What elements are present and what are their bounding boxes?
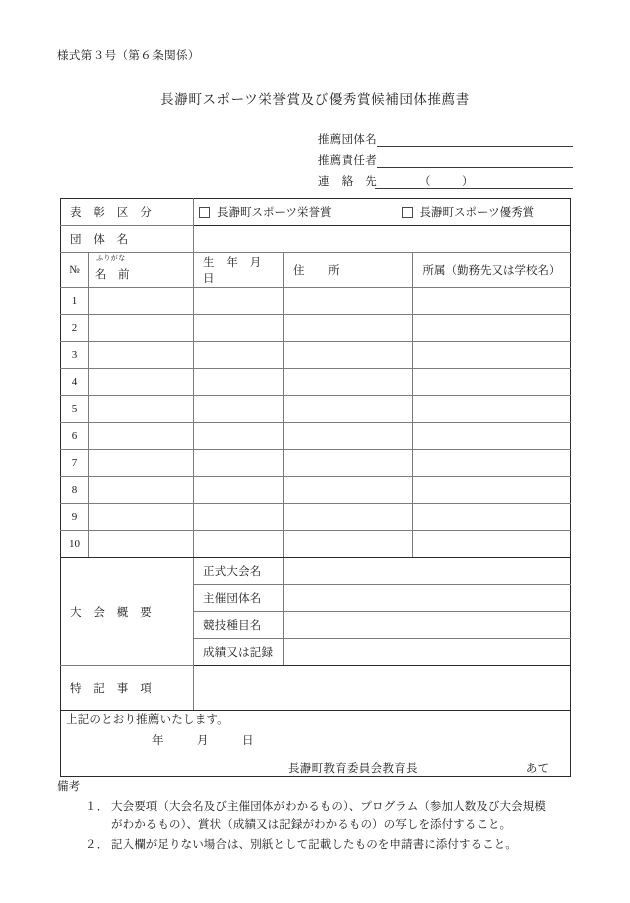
closing-cell — [61, 711, 571, 777]
member-row-name[interactable] — [89, 396, 194, 423]
member-row-affiliation[interactable] — [413, 423, 571, 450]
member-row-affiliation[interactable] — [413, 396, 571, 423]
closing-statement: 上記のとおり推薦いたします。 — [66, 714, 229, 726]
award-option-yushu-label: 長瀞町スポーツ優秀賞 — [419, 207, 535, 219]
table-row — [61, 315, 571, 342]
table-row — [61, 450, 571, 477]
closing-date-line[interactable] — [66, 732, 565, 748]
competition-sublabel-organizer-cell — [194, 585, 284, 612]
member-row-address[interactable] — [284, 315, 413, 342]
competition-label: 大 会 概 要 — [70, 606, 152, 619]
group-name-input[interactable] — [194, 226, 571, 253]
remarks-input[interactable] — [194, 666, 571, 711]
table-row — [61, 531, 571, 558]
member-row-number: 9 — [61, 504, 89, 531]
member-row-number: 6 — [61, 423, 89, 450]
member-row-name[interactable] — [89, 288, 194, 315]
member-row-birthdate[interactable] — [194, 423, 284, 450]
closing-addressee-line — [66, 760, 565, 776]
checkbox-icon[interactable] — [199, 207, 210, 218]
group-name-label: 団 体 名 — [70, 234, 129, 246]
member-row-number: 8 — [61, 477, 89, 504]
list-item — [57, 798, 577, 835]
member-header-address: 住 所 — [293, 265, 340, 277]
member-row-name[interactable] — [89, 531, 194, 558]
closing-year-label: 年 — [152, 735, 164, 747]
list-item — [57, 836, 577, 855]
member-row-birthdate[interactable] — [194, 477, 284, 504]
table-row — [61, 423, 571, 450]
member-row-address[interactable] — [284, 477, 413, 504]
member-row-number: 7 — [61, 450, 89, 477]
member-row-number: 3 — [61, 342, 89, 369]
closing-month-label: 月 — [197, 735, 209, 747]
recommender-responsible-input[interactable] — [377, 153, 573, 168]
member-header-birthdate: 生 年 月 日 — [203, 257, 274, 285]
member-row-affiliation[interactable] — [413, 477, 571, 504]
award-option-yushu[interactable] — [402, 204, 535, 220]
note-text-line1: 記入欄が足りない場合は、別紙として記載したものを申請書に添付すること。 — [111, 838, 517, 851]
table-row — [61, 477, 571, 504]
member-row-birthdate[interactable] — [194, 531, 284, 558]
member-header-address-cell — [284, 253, 413, 288]
recommender-responsible-label: 推薦責任者 — [318, 155, 377, 167]
member-row-address[interactable] — [284, 504, 413, 531]
furigana-label: ふりがな — [96, 254, 126, 262]
member-row-name[interactable] — [89, 369, 194, 396]
recommendation-table — [60, 198, 571, 777]
member-row-affiliation[interactable] — [413, 315, 571, 342]
member-row-number: 4 — [61, 369, 89, 396]
competition-value-result[interactable] — [284, 639, 571, 666]
member-row-name[interactable] — [89, 423, 194, 450]
member-row-name[interactable] — [89, 504, 194, 531]
note-text-line1: 大会要項（大会名及び主催団体がわかるもの）、プログラム（参加人数及び大会規模 — [111, 800, 546, 813]
closing-addressee-suffix: あて — [525, 763, 550, 775]
recommender-organization-label: 推薦団体名 — [318, 134, 377, 146]
award-option-eiyo[interactable] — [199, 204, 332, 220]
member-row-birthdate[interactable] — [194, 450, 284, 477]
member-row-birthdate[interactable] — [194, 369, 284, 396]
group-name-label-cell — [61, 226, 194, 253]
competition-sublabel-event-cell — [194, 612, 284, 639]
form-number: 様式第３号（第６条関係） — [57, 50, 200, 62]
member-row-birthdate[interactable] — [194, 315, 284, 342]
closing-row — [61, 711, 571, 777]
table-row — [61, 342, 571, 369]
recommender-block — [318, 126, 573, 189]
competition-label-cell — [61, 558, 194, 666]
member-row-birthdate[interactable] — [194, 396, 284, 423]
table-row — [61, 369, 571, 396]
member-row-address[interactable] — [284, 450, 413, 477]
member-row-name[interactable] — [89, 477, 194, 504]
competition-row-official-name — [61, 558, 571, 585]
note-number: １． — [85, 800, 109, 813]
recommender-contact-label: 連 絡 先 — [318, 176, 377, 188]
member-row-birthdate[interactable] — [194, 504, 284, 531]
competition-sublabel-result-cell — [194, 639, 284, 666]
member-row-affiliation[interactable] — [413, 342, 571, 369]
member-row-affiliation[interactable] — [413, 288, 571, 315]
recommender-contact-row — [318, 168, 573, 189]
member-row-address[interactable] — [284, 288, 413, 315]
note-text — [111, 798, 577, 835]
member-row-number: 10 — [61, 531, 89, 558]
award-category-row — [61, 199, 571, 226]
award-option-eiyo-label: 長瀞町スポーツ栄誉賞 — [217, 207, 332, 219]
recommender-contact-input[interactable] — [375, 174, 573, 189]
member-row-number: 2 — [61, 315, 89, 342]
table-row — [61, 504, 571, 531]
table-row — [61, 288, 571, 315]
closing-day-label: 日 — [242, 735, 254, 747]
table-row — [61, 396, 571, 423]
member-row-birthdate[interactable] — [194, 342, 284, 369]
member-header-row — [61, 253, 571, 288]
award-category-label: 表 彰 区 分 — [70, 207, 152, 219]
remarks-label-cell — [61, 666, 194, 711]
competition-sublabel-organizer: 主催団体名 — [203, 593, 262, 605]
member-row-affiliation[interactable] — [413, 450, 571, 477]
note-text-line2: がわかるもの）、賞状（成績又は記録がわかるもの）の写しを添付すること。 — [111, 819, 512, 832]
group-name-row — [61, 226, 571, 253]
note-number: ２． — [85, 838, 109, 851]
member-row-affiliation[interactable] — [413, 531, 571, 558]
member-header-birthdate-cell — [194, 253, 284, 288]
member-row-address[interactable] — [284, 423, 413, 450]
document-title: 長瀞町スポーツ栄誉賞及び優秀賞候補団体推薦書 — [160, 92, 470, 107]
member-row-name[interactable] — [89, 450, 194, 477]
member-header-affiliation: 所属（勤務先又は学校名） — [413, 253, 571, 288]
member-header-name: 名 前 — [95, 269, 130, 281]
member-row-address[interactable] — [284, 396, 413, 423]
recommender-responsible-row — [318, 147, 573, 168]
award-category-label-cell — [61, 199, 194, 226]
member-header-name-cell — [89, 253, 194, 288]
member-row-name[interactable] — [89, 342, 194, 369]
member-header-number: № — [61, 253, 89, 288]
contact-parentheses: （ ） — [419, 176, 484, 188]
member-row-number: 1 — [61, 288, 89, 315]
member-row-number: 5 — [61, 396, 89, 423]
note-text — [111, 836, 577, 855]
checkbox-icon[interactable] — [402, 207, 413, 218]
competition-value-official-name[interactable] — [284, 558, 571, 585]
award-options-cell — [194, 199, 571, 226]
competition-value-organizer[interactable] — [284, 585, 571, 612]
competition-value-event[interactable] — [284, 612, 571, 639]
remarks-row — [61, 666, 571, 711]
competition-sublabel-event: 競技種目名 — [203, 620, 262, 632]
member-row-affiliation[interactable] — [413, 504, 571, 531]
competition-sublabel-result: 成績又は記録 — [203, 647, 274, 659]
closing-addressee: 長瀞町教育委員会教育長 — [288, 763, 418, 775]
competition-sublabel-official-name-cell — [194, 558, 284, 585]
competition-sublabel-official-name: 正式大会名 — [203, 566, 262, 578]
member-row-address[interactable] — [284, 342, 413, 369]
member-row-address[interactable] — [284, 531, 413, 558]
notes-block — [57, 778, 577, 855]
member-row-affiliation[interactable] — [413, 369, 571, 396]
member-row-address[interactable] — [284, 369, 413, 396]
remarks-label: 特 記 事 項 — [70, 683, 152, 695]
notes-title: 備考 — [57, 781, 81, 793]
member-row-birthdate[interactable] — [194, 288, 284, 315]
recommender-organization-row — [318, 126, 573, 147]
recommender-organization-input[interactable] — [377, 132, 573, 147]
member-row-name[interactable] — [89, 315, 194, 342]
